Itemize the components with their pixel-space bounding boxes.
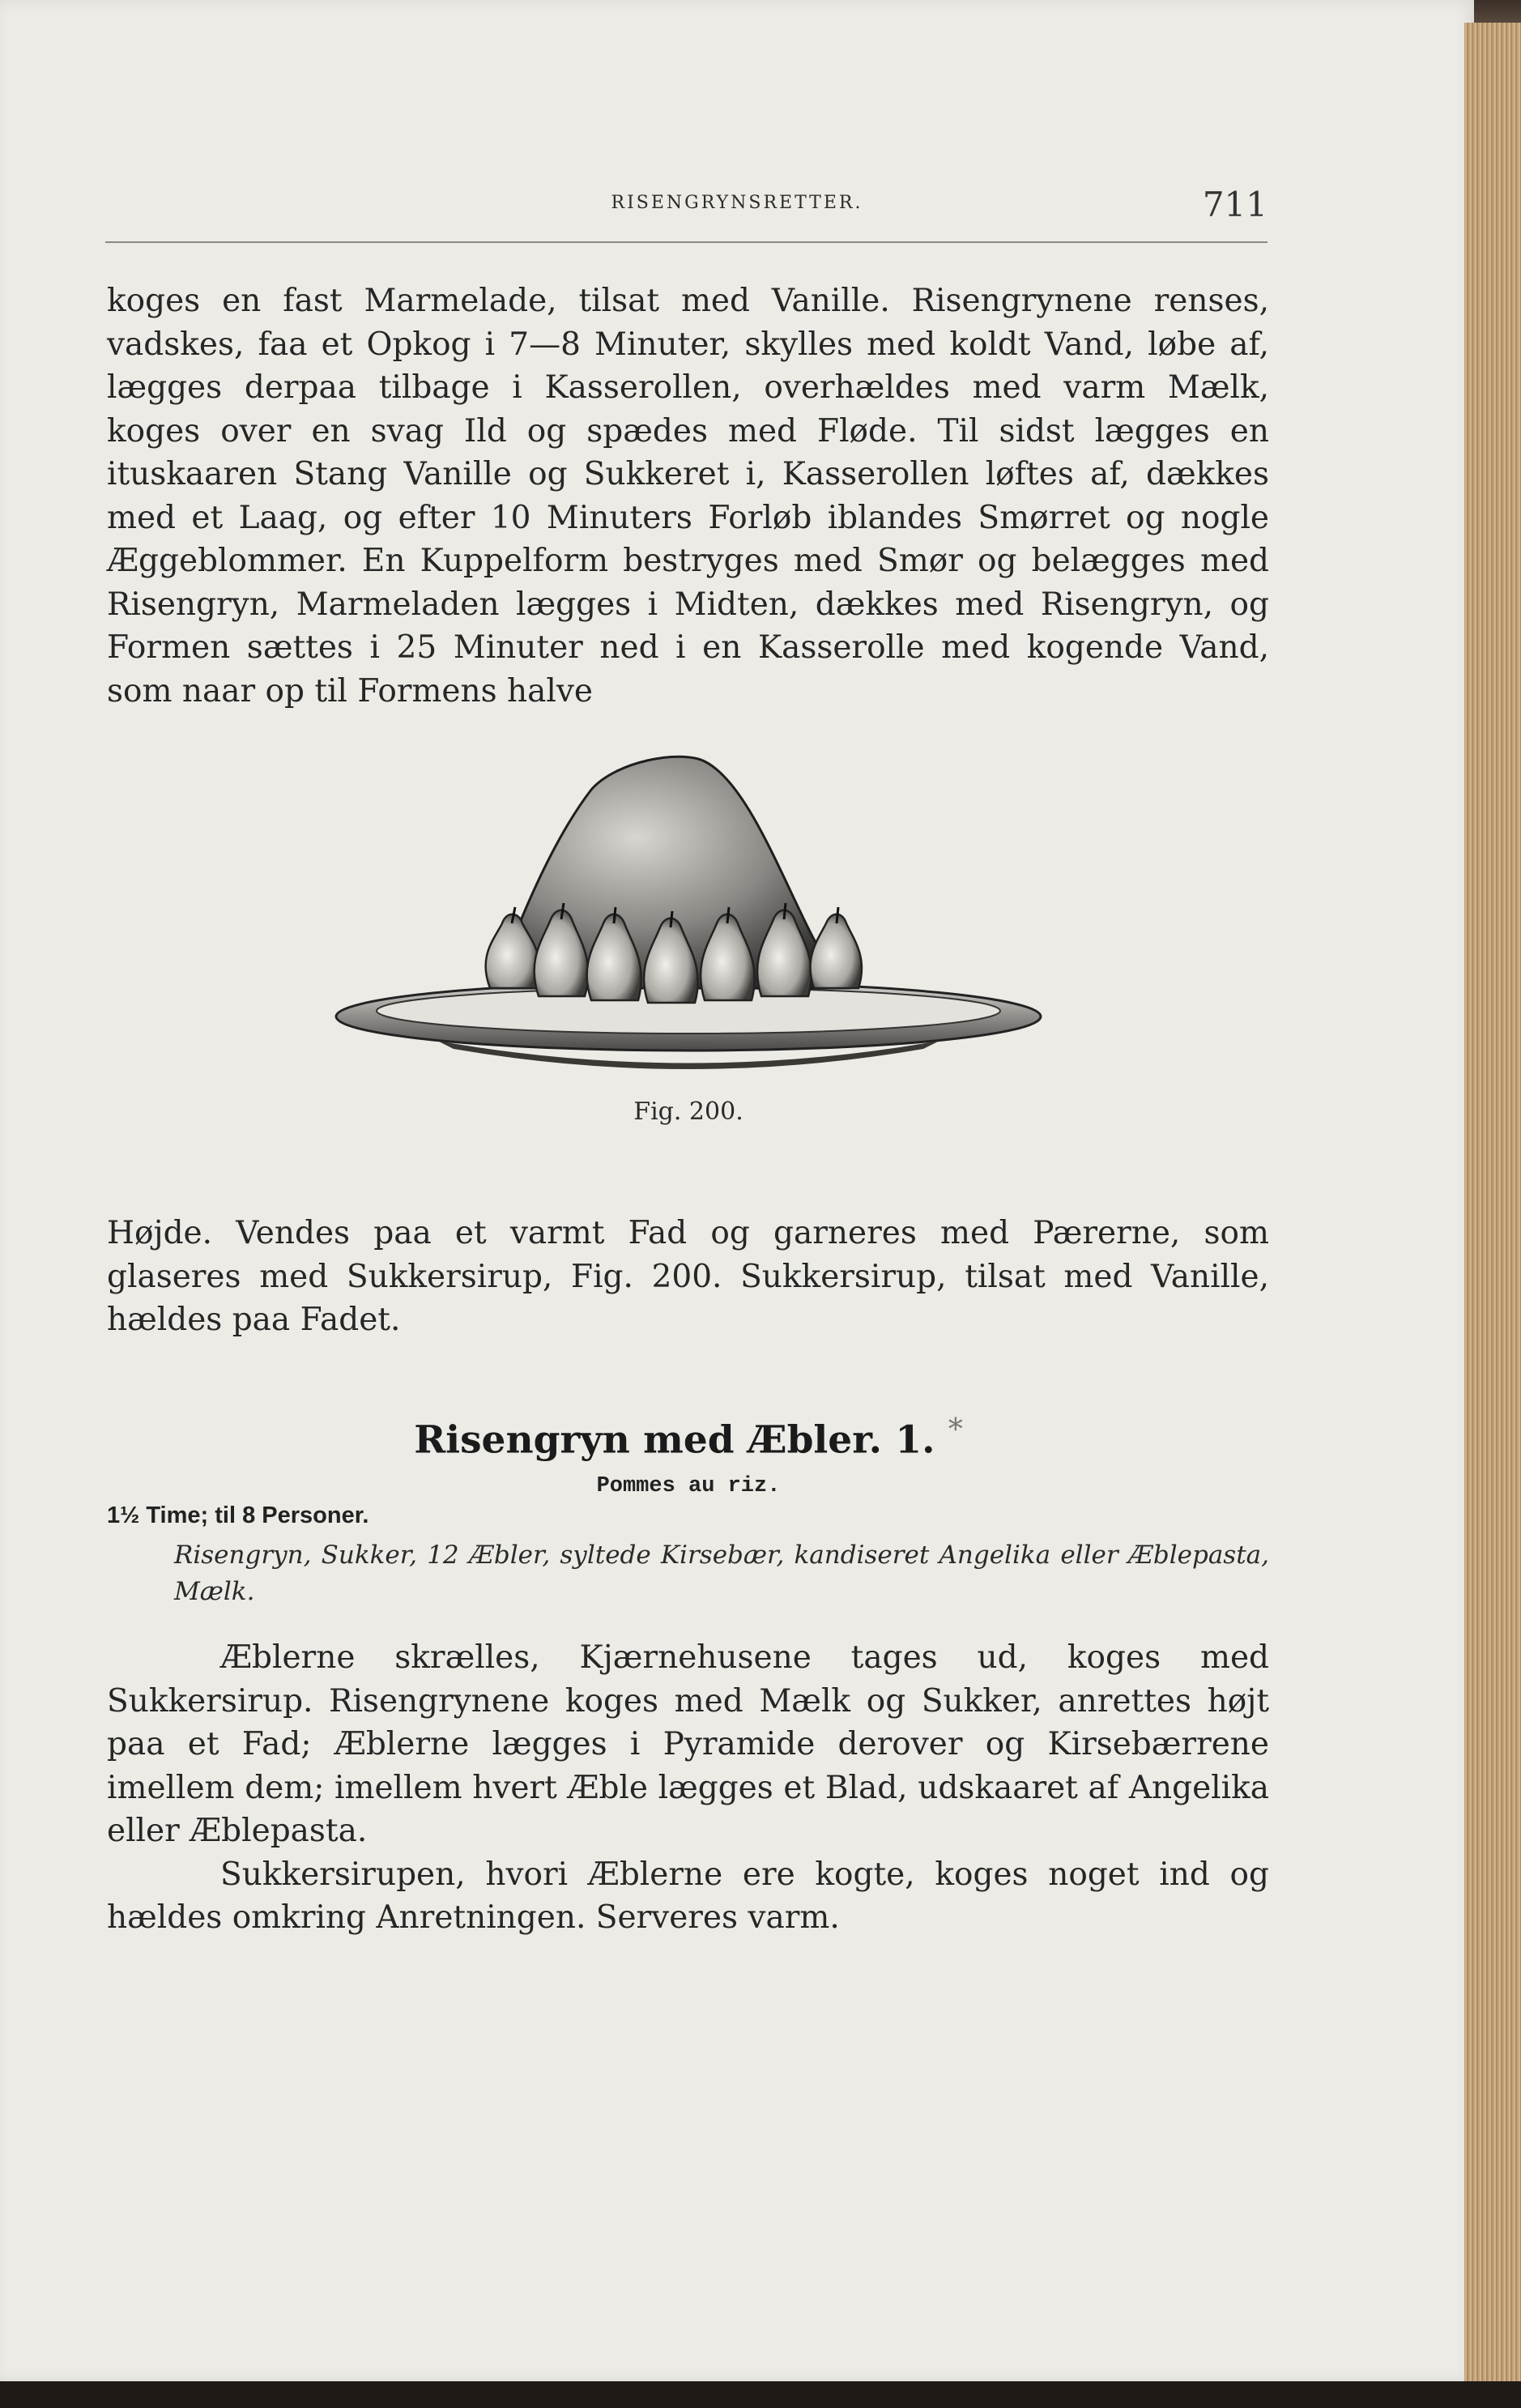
page-number: 711 <box>1202 185 1268 224</box>
paragraph-1 <box>107 279 1269 713</box>
page-header <box>105 185 1268 243</box>
recipe-subtitle: Pommes au riz. <box>596 1474 781 1498</box>
running-title: RISENGRYNSRETTER. <box>611 193 863 213</box>
recipe-star-mark: * <box>948 1413 963 1447</box>
recipe-method-paragraph-1: Æblerne skrælles, Kjærnehusene tages ud, koges med Sukkersirup. Risengrynene koges med Mælk og Sukker, anrettes højt paa et Fad; Æblerne lægges i Pyramide derover og Kirsebærrene imellem dem; imellem hvert Æble lægges et Blad, udskaaret af Angelika eller Æblepasta. <box>107 1639 1269 1849</box>
recipe-title-text: Risengryn med Æbler. 1. <box>414 1417 935 1463</box>
book-binding-bottom <box>0 2381 1521 2408</box>
paragraph-2-text: Højde. Vendes paa et varmt Fad og garneres med Pærerne, som glaseres med Sukkersirup, Fig. 200. Sukkersirup, tilsat med Vanille, hældes paa Fadet. <box>107 1215 1269 1338</box>
recipe-method <box>107 1636 1269 1940</box>
recipe-ingredients: Risengryn, Sukker, 12 Æbler, syltede Kirsebær, kandiseret Angelika eller Æblepasta, Mælk. <box>174 1541 1269 1606</box>
paragraph-1-text: koges en fast Marmelade, tilsat med Vanille. Risengrynene renses, vadskes, faa et Opkog i 7—8 Minuter, skylles med koldt Vand, løbe af, lægges derpaa tilbage i Kasserollen, overhældes med varm Mælk, koges over en svag Ild og spædes med Fløde. Til sidst lægges en ituskaaren Stang Vanille og Sukkeret i, Kasserollen løftes af, dækkes med et Laag, og efter 10 Minuters Forløb iblandes Smørret og nogle Æggeblommer. En Kuppelform bestryges med Smør og belægges med Risengryn, Marmeladen lægges i Midten, dækkes med Risengryn, og Formen sættes i 25 Minuter ned i en Kasserolle med kogende Vand, som naar op til Formens halve <box>107 283 1269 710</box>
figure-caption: Fig. 200. <box>633 1097 743 1126</box>
recipe-method-paragraph-2: Sukkersirupen, hvori Æblerne ere kogte, koges noget ind og hældes omkring Anretningen. Serveres varm. <box>107 1856 1269 1936</box>
paragraph-2 <box>107 1212 1269 1342</box>
recipe-time-servings: 1½ Time; til 8 Personer. <box>107 1502 369 1528</box>
figure-rice-dome-with-pears <box>324 745 1053 1097</box>
page-edge-stack <box>1464 23 1521 2408</box>
recipe-title <box>0 1413 1377 1463</box>
